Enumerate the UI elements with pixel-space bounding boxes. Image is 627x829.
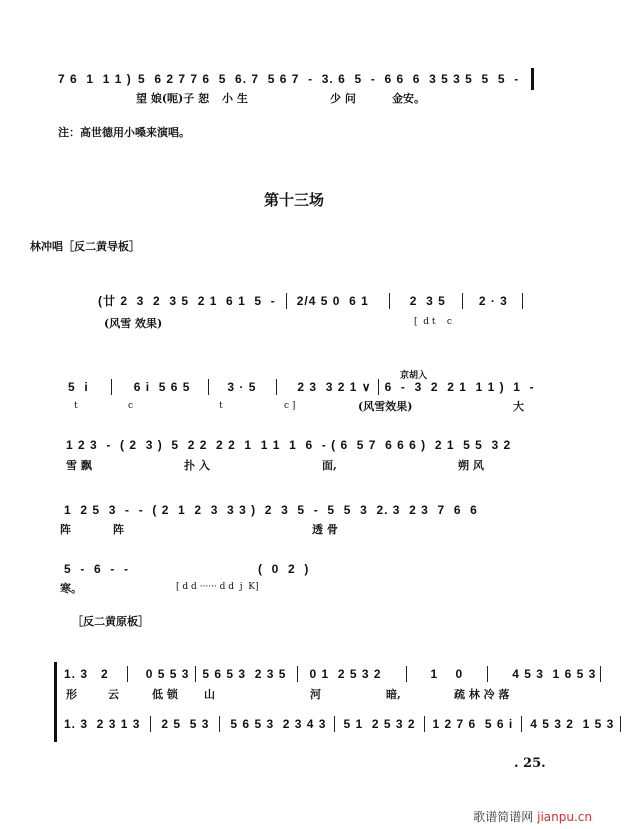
bar: 2 3 5 [409, 293, 446, 308]
lyric: 寒。 [60, 582, 82, 595]
line7-notes [64, 666, 605, 682]
annotation: 京胡入 [400, 371, 428, 381]
lyric: 大 [513, 400, 524, 413]
barline [127, 666, 128, 682]
line1-notes-b: 5 6 2 7 7 6 5 6. 7 5 6 7 - 3. 6 5 - 6 6 6 3 5 3 5 5 5 - [138, 72, 520, 86]
bar: 2 5 5 3 [161, 717, 210, 731]
lyric: 山 [204, 688, 215, 701]
bar: 5 6 5 3 2 3 4 3 [230, 717, 327, 731]
line8-notes [64, 716, 627, 732]
line6-notes-a: 5 - 6 - - [64, 562, 130, 576]
bar: 1 2 7 6 5 6 i [432, 717, 514, 731]
bar: 4 5 3 1 6 5 3 [512, 667, 597, 681]
bar: 5 6 5 3 2 3 5 [202, 667, 287, 681]
section-heading: ［反二黄原板］ [72, 615, 149, 628]
footnote: 注：高世德用小嗓来演唱。 [58, 126, 190, 139]
bar: (廿 2 3 2 3 5 2 1 6 1 5 - [98, 294, 276, 308]
section-heading: 林冲唱［反二黄导板］ [30, 240, 140, 253]
system-brace [54, 662, 57, 742]
barline [521, 716, 522, 732]
barline [389, 293, 390, 309]
line6-notes-b: ( 0 2 ) [258, 562, 310, 576]
lyric: 扑 入 [184, 459, 210, 472]
bar: 4 5 3 2 1 5 3 [530, 717, 615, 731]
bar: 1. 3 2 [64, 667, 109, 681]
end-barline [531, 68, 534, 90]
barline [620, 716, 621, 732]
bar: 3 · 5 [227, 380, 257, 394]
lyric: 云 [108, 688, 119, 701]
bar: 0 1 2 5 3 2 [309, 667, 382, 681]
barline [208, 379, 209, 395]
barline [297, 666, 298, 682]
percussion: [ d d ······ d d j K] [176, 582, 259, 592]
barline [462, 293, 463, 309]
lyric: 疏 林 冷 落 [454, 688, 510, 701]
barline [522, 293, 523, 309]
barline [378, 379, 379, 395]
scene-title: 第十三场 [264, 191, 325, 209]
bar: 2/4 5 0 6 1 [296, 293, 369, 308]
barline [406, 666, 407, 682]
page-number: . 25. [514, 756, 546, 771]
lyric: (风雪效果) [358, 400, 413, 413]
lyric: 小 生 [222, 92, 248, 105]
bar: 2 3 3 2 1 ∨ [297, 380, 372, 394]
barline [111, 379, 112, 395]
watermark [473, 808, 592, 825]
bar: 5 1 2 5 3 2 [343, 717, 416, 731]
percussion: c ] [284, 401, 296, 411]
barline [276, 379, 277, 395]
lyric: 望 娘(呃)子 恕 [136, 92, 210, 105]
bar: 1 0 [430, 667, 464, 681]
lyric: 雪 飘 [66, 459, 92, 472]
percussion: c [128, 401, 134, 411]
lyric: 少 问 [330, 92, 356, 105]
bar: 5 i [68, 380, 89, 394]
percussion: [ d t c [414, 317, 452, 327]
lyric: 面, [322, 459, 337, 472]
percussion: t [219, 401, 223, 411]
bar: 0 5 5 3 [145, 667, 190, 681]
lyric: 河 [310, 688, 321, 701]
lyric: 暗, [386, 688, 401, 701]
lyric: 低 锁 [152, 688, 178, 701]
barline [219, 716, 220, 732]
line2-notes [98, 292, 537, 309]
lyric: 金安。 [392, 92, 425, 105]
bar: 6 i 5 6 5 [133, 380, 191, 394]
bar: 1. 3 2 3 1 3 [64, 717, 141, 731]
lyric: 阵 [60, 523, 71, 536]
line1-notes-a: 7 6 1 1 1 ) [58, 72, 132, 86]
barline [286, 293, 287, 309]
bar: 2 · 3 [478, 293, 508, 308]
barline [150, 716, 151, 732]
lyric: 阵 [113, 523, 124, 536]
barline [487, 666, 488, 682]
barline [600, 666, 601, 682]
lyric: (风雪 效果) [104, 317, 163, 330]
line3-notes [68, 379, 535, 395]
barline [424, 716, 425, 732]
watermark-site: 歌谱简谱网 [473, 810, 534, 824]
lyric: 透 骨 [312, 523, 338, 536]
line4-notes: 1 2 3 - ( 2 3 ) 5 2 2 2 2 1 1 1 1 6 - ( 6 5 7 6 6 6 ) 2 1 5 5 3 2 [66, 438, 512, 452]
watermark-url: jianpu.cn [537, 810, 592, 824]
percussion: t [74, 401, 78, 411]
lyric: 朔 风 [458, 459, 484, 472]
line5-notes: 1 2 5 3 - - ( 2 1 2 3 3 3 ) 2 3 5 - 5 5 3 2. 3 2 3 7 6 6 [64, 503, 478, 517]
bar: 6 - 3 2 2 1 1 1 ) 1 - [384, 380, 535, 394]
lyric: 形 [66, 688, 77, 701]
barline [195, 666, 196, 682]
barline [334, 716, 335, 732]
